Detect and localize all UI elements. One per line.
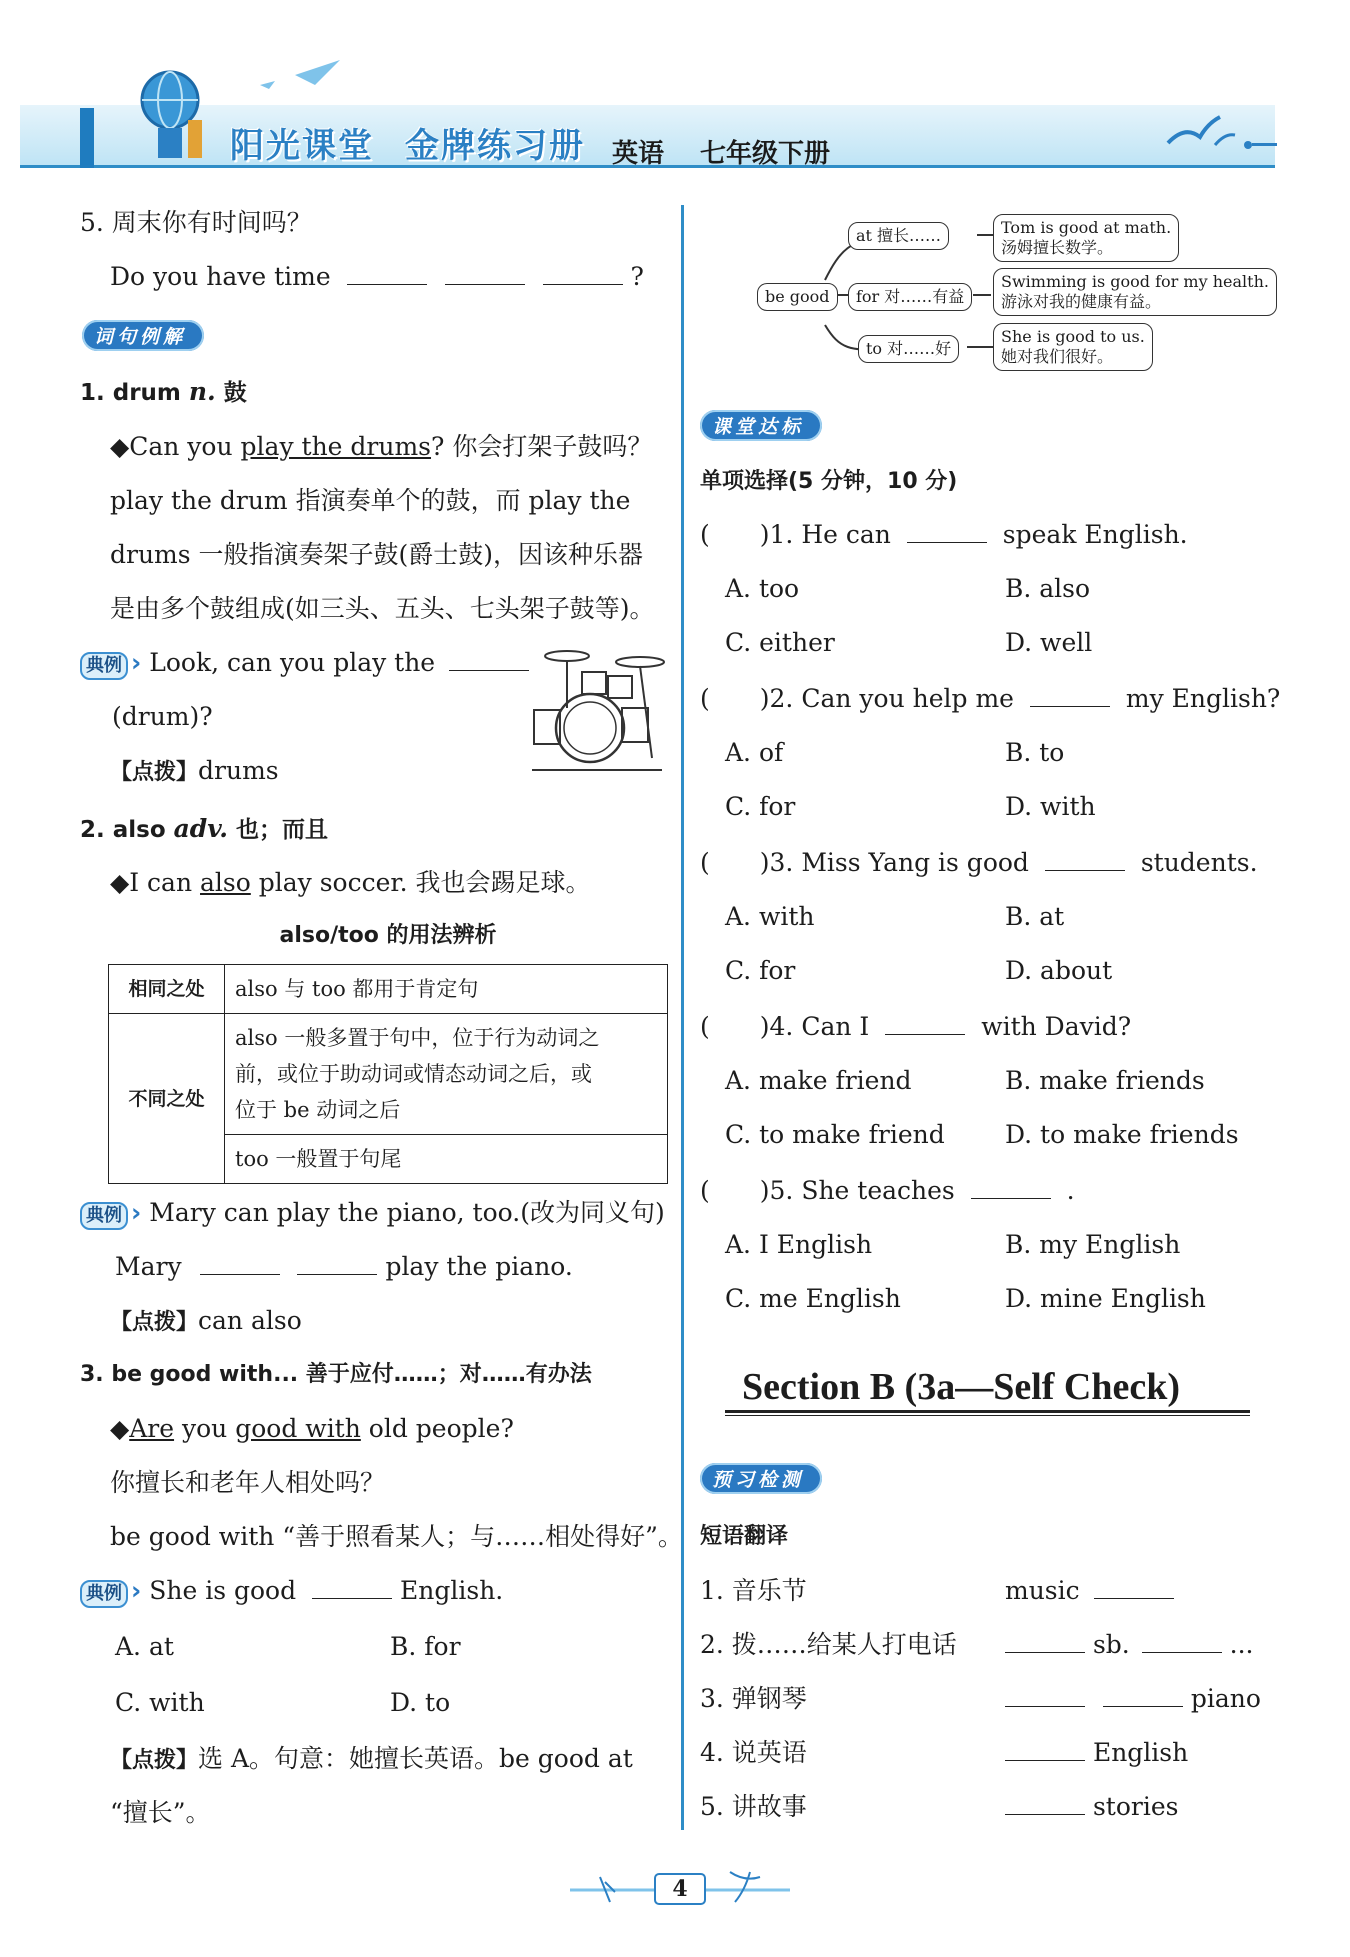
q5-text: Do you have time [110, 262, 331, 291]
trans-4-word: English [1092, 1738, 1189, 1767]
item2-question: Mary can play the piano, too.(改为同义句) [149, 1198, 665, 1227]
table-row [109, 1014, 668, 1135]
quiz-question-3 [700, 846, 1258, 880]
table-cell-diff-also [225, 1014, 668, 1135]
item2-pos: adv. [173, 814, 229, 843]
table-cell-same: also 与 too 都用于肯定句 [225, 965, 668, 1014]
item1-number: 1. drum [80, 380, 181, 406]
answer-blank[interactable] [347, 262, 427, 285]
quiz-option[interactable]: D. mine English [1005, 1284, 1206, 1313]
quiz-option[interactable]: D. about [1005, 956, 1113, 985]
item1-tip [110, 754, 279, 790]
item3-q-post: English. [400, 1576, 504, 1605]
item2-number: 2. also [80, 817, 166, 843]
example-label: 典例 [80, 652, 128, 680]
item3-option-c[interactable]: C. with [115, 1688, 205, 1717]
answer-blank[interactable] [449, 648, 529, 671]
trans-5-word: stories [1092, 1792, 1179, 1821]
answer-paren[interactable]: ( [700, 520, 710, 549]
item3-tip [110, 1742, 633, 1778]
item3-tip-line2: “擅长”。 [110, 1798, 211, 1827]
mindmap-branch-at: at 擅长…… [848, 222, 949, 250]
section-b-title: Section B (3a—Self Check) [742, 1366, 1181, 1408]
usage-table [108, 964, 668, 1184]
mindmap-root: be good [757, 283, 838, 311]
trans-4-en [1005, 1736, 1188, 1770]
answer-blank[interactable] [543, 262, 623, 285]
quiz-option[interactable]: A. I English [725, 1230, 873, 1259]
trans-3-en [1005, 1682, 1261, 1716]
answer-paren[interactable]: ( [700, 1012, 710, 1041]
item2-answer-line [115, 1250, 573, 1284]
quiz-option[interactable]: D. well [1005, 628, 1093, 657]
answer-blank[interactable] [312, 1576, 392, 1599]
table-line: 位于 be 动词之后 [235, 1098, 401, 1122]
mc-title: 单项选择(5 分钟，10 分) [700, 469, 958, 494]
quiz-question-4 [700, 1010, 1131, 1044]
item3-example [110, 1412, 514, 1446]
quiz-question-2 [700, 682, 1280, 716]
item1-tip-answer: drums [198, 756, 279, 785]
diamond-bullet: ◆ [110, 1414, 130, 1443]
question-stem: )2. Can you help me [759, 684, 1014, 713]
answer-blank[interactable] [200, 1252, 280, 1275]
translation-title: 短语翻译 [700, 1524, 789, 1549]
quiz-option[interactable]: B. at [1005, 902, 1065, 931]
item1-note-line3: 是由多个鼓组成(如三头、五头、七头架子鼓等)。 [110, 594, 655, 623]
question-stem: )5. She teaches [759, 1176, 955, 1205]
q5-sentence [110, 260, 644, 294]
quiz-option[interactable]: D. to make friends [1005, 1120, 1239, 1149]
example-cn: 她对我们很好。 [1001, 347, 1114, 366]
mindmap-example-1 [993, 214, 1179, 262]
item1-question: Look, can you play the [149, 648, 436, 677]
answer-blank[interactable] [1005, 1684, 1085, 1707]
quiz-option[interactable]: C. to make friend [725, 1120, 945, 1149]
example-label: 典例 [80, 1202, 128, 1230]
quiz-option[interactable]: B. make friends [1005, 1066, 1205, 1095]
item1-note-line1: play the drum 指演奏单个的鼓，而 play the [110, 486, 631, 515]
question-stem-end: with David? [981, 1012, 1132, 1041]
q5-end: ? [630, 262, 644, 291]
answer-blank[interactable] [297, 1252, 377, 1275]
quiz-question-1 [700, 518, 1188, 552]
item2-ex-underlined: also [200, 868, 251, 897]
chevron-right-icon: › [131, 648, 142, 677]
example-cn: 汤姆擅长数学。 [1001, 238, 1114, 257]
tag-preview-check: 预习检测 [700, 1463, 822, 1494]
item1-cn: 鼓 [223, 380, 247, 406]
section-b-rule [725, 1410, 1250, 1413]
trans-3-word: piano [1190, 1684, 1261, 1713]
quiz-question-5 [700, 1174, 1075, 1208]
answer-paren[interactable]: ( [700, 1176, 710, 1205]
brand-title-1: 阳光课堂 [230, 126, 374, 166]
item3-ex-u2: good with [235, 1414, 361, 1443]
answer-blank[interactable] [907, 520, 987, 543]
paper-plane-icon [255, 55, 345, 95]
trans-2-ellipsis: ... [1229, 1630, 1254, 1659]
item2-q2-post: play the piano. [385, 1252, 573, 1281]
item3-q-pre: She is good [149, 1576, 297, 1605]
trans-2-en [1005, 1628, 1253, 1662]
trans-2-word: sb. [1092, 1630, 1130, 1659]
answer-blank[interactable] [971, 1176, 1051, 1199]
item3-ex-mid: you [182, 1414, 228, 1443]
example-en: She is good to us. [1001, 327, 1145, 346]
answer-paren[interactable]: ( [700, 684, 710, 713]
question-stem: )4. Can I [759, 1012, 870, 1041]
item2-ex-pre: ◆I can [110, 868, 193, 897]
table-head-diff: 不同之处 [109, 1014, 225, 1184]
question-stem: )1. He can [759, 520, 891, 549]
mindmap-example-2 [993, 268, 1277, 316]
quiz-option[interactable]: A. of [725, 738, 784, 767]
trans-3-cn: 3. 弹钢琴 [700, 1684, 807, 1713]
mindmap-branch-for: for 对……有益 [848, 283, 972, 311]
answer-blank[interactable] [1030, 684, 1110, 707]
item3-ex-post: old people? [368, 1414, 514, 1443]
table-line: 前，或位于助动词或情态动词之后，或 [235, 1062, 592, 1086]
quiz-option[interactable]: C. me English [725, 1284, 901, 1313]
item3-title: 3. be good with... 善于应付……；对……有办法 [80, 1362, 592, 1387]
question-stem: )3. Miss Yang is good [759, 848, 1029, 877]
globe-logo-icon [120, 58, 230, 168]
answer-blank[interactable] [1005, 1630, 1085, 1653]
item2-practice [80, 1196, 665, 1230]
item2-cn: 也；而且 [235, 817, 328, 843]
quiz-option[interactable]: B. to [1005, 738, 1065, 767]
chevron-right-icon: › [131, 1576, 142, 1605]
trans-5-en [1005, 1790, 1178, 1824]
item2-tip-answer: can also [198, 1306, 302, 1335]
trans-1-word: music [1005, 1576, 1080, 1605]
item2-tip [110, 1304, 302, 1340]
answer-blank[interactable] [445, 262, 525, 285]
quiz-option[interactable]: C. either [725, 628, 835, 657]
chevron-right-icon: › [131, 1198, 142, 1227]
table-title: also/too 的用法辨析 [279, 923, 497, 948]
item1-pos: n. [188, 377, 216, 406]
question-stem-end: speak English. [1002, 520, 1188, 549]
trans-2-cn: 2. 拨……给某人打电话 [700, 1630, 957, 1659]
table-row [109, 965, 668, 1014]
item2-ex-post: play soccer. 我也会踢足球。 [258, 868, 591, 897]
tag-words-explained: 词句例解 [82, 320, 204, 351]
page-number: 4 [672, 1876, 688, 1902]
drum-kit-icon [522, 648, 672, 773]
answer-blank[interactable] [885, 1012, 965, 1035]
table-head-same: 相同之处 [109, 965, 225, 1014]
quiz-option[interactable]: A. make friend [725, 1066, 912, 1095]
trans-1-en [1005, 1574, 1174, 1608]
table-line: also 一般多置于句中，位于行为动词之 [235, 1026, 600, 1050]
example-cn: 游泳对我的健康有益。 [1001, 292, 1162, 311]
answer-blank[interactable] [1142, 1630, 1222, 1653]
quiz-option[interactable]: C. for [725, 792, 796, 821]
item2-example [110, 866, 591, 900]
quiz-option[interactable]: C. for [725, 956, 796, 985]
answer-paren[interactable]: ( [700, 848, 710, 877]
answer-blank[interactable] [1005, 1738, 1085, 1761]
trans-4-cn: 4. 说英语 [700, 1738, 807, 1767]
birds-decoration-icon [1160, 105, 1280, 175]
subject-label: 英语 [612, 139, 665, 169]
item3-option-d[interactable]: D. to [390, 1688, 451, 1717]
section-b-rule-thin [725, 1415, 1250, 1416]
q5-prompt: 5. 周末你有时间吗？ [80, 208, 312, 237]
answer-blank[interactable] [1094, 1576, 1174, 1599]
mindmap-example-3 [993, 323, 1153, 371]
item3-ex-u1: Are [129, 1414, 175, 1443]
item3-cn: 你擅长和老年人相处吗？ [110, 1468, 386, 1497]
quiz-option[interactable]: D. with [1005, 792, 1096, 821]
trans-5-cn: 5. 讲故事 [700, 1792, 807, 1821]
item1-ex-post: ? 你会打架子鼓吗？ [431, 432, 653, 461]
answer-blank[interactable] [1045, 848, 1125, 871]
item3-practice [80, 1574, 503, 1608]
quiz-option[interactable]: B. also [1005, 574, 1091, 603]
item1-title [80, 375, 247, 410]
item1-ex-underlined: play the drums [240, 432, 432, 461]
example-en: Swimming is good for my health. [1001, 272, 1269, 291]
item2-title [80, 812, 328, 847]
table-cell-diff-too: too 一般置于句尾 [225, 1135, 668, 1184]
question-stem-end: . [1066, 1176, 1075, 1205]
quiz-option[interactable]: B. my English [1005, 1230, 1181, 1259]
item3-tip-line1: 选 A。句意：她擅长英语。be good at [198, 1744, 633, 1773]
item1-note-line2: drums 一般指演奏架子鼓(爵士鼓)，因该种乐器 [110, 540, 644, 569]
tip-label: 【点拨】 [110, 1310, 199, 1335]
item3-option-b[interactable]: B. for [390, 1632, 461, 1661]
item1-question-hint: (drum)? [112, 702, 213, 731]
answer-blank[interactable] [1005, 1792, 1085, 1815]
tip-label: 【点拨】 [110, 760, 199, 785]
item1-practice [80, 646, 529, 680]
tip-label: 【点拨】 [110, 1748, 199, 1773]
item3-note: be good with “善于照看某人；与……相处得好”。 [110, 1522, 683, 1551]
header-accent-bar [80, 108, 94, 168]
example-en: Tom is good at math. [1001, 218, 1172, 237]
quiz-option[interactable]: A. too [725, 574, 800, 603]
quiz-option[interactable]: A. with [725, 902, 815, 931]
grade-label: 七年级下册 [700, 139, 831, 169]
column-divider [681, 205, 684, 1830]
item1-example [110, 430, 652, 464]
item3-option-a[interactable]: A. at [115, 1632, 174, 1661]
item2-q2-pre: Mary [115, 1252, 182, 1281]
trans-1-cn: 1. 音乐节 [700, 1576, 807, 1605]
item1-ex-pre: ◆Can you [110, 432, 233, 461]
brand-title-2: 金牌练习册 [405, 126, 585, 166]
question-stem-end: my English? [1125, 684, 1281, 713]
question-stem-end: students. [1140, 848, 1258, 877]
example-label: 典例 [80, 1580, 128, 1608]
mindmap-branch-to: to 对……好 [858, 335, 959, 363]
answer-blank[interactable] [1103, 1684, 1183, 1707]
tag-classroom-check: 课堂达标 [700, 410, 822, 441]
